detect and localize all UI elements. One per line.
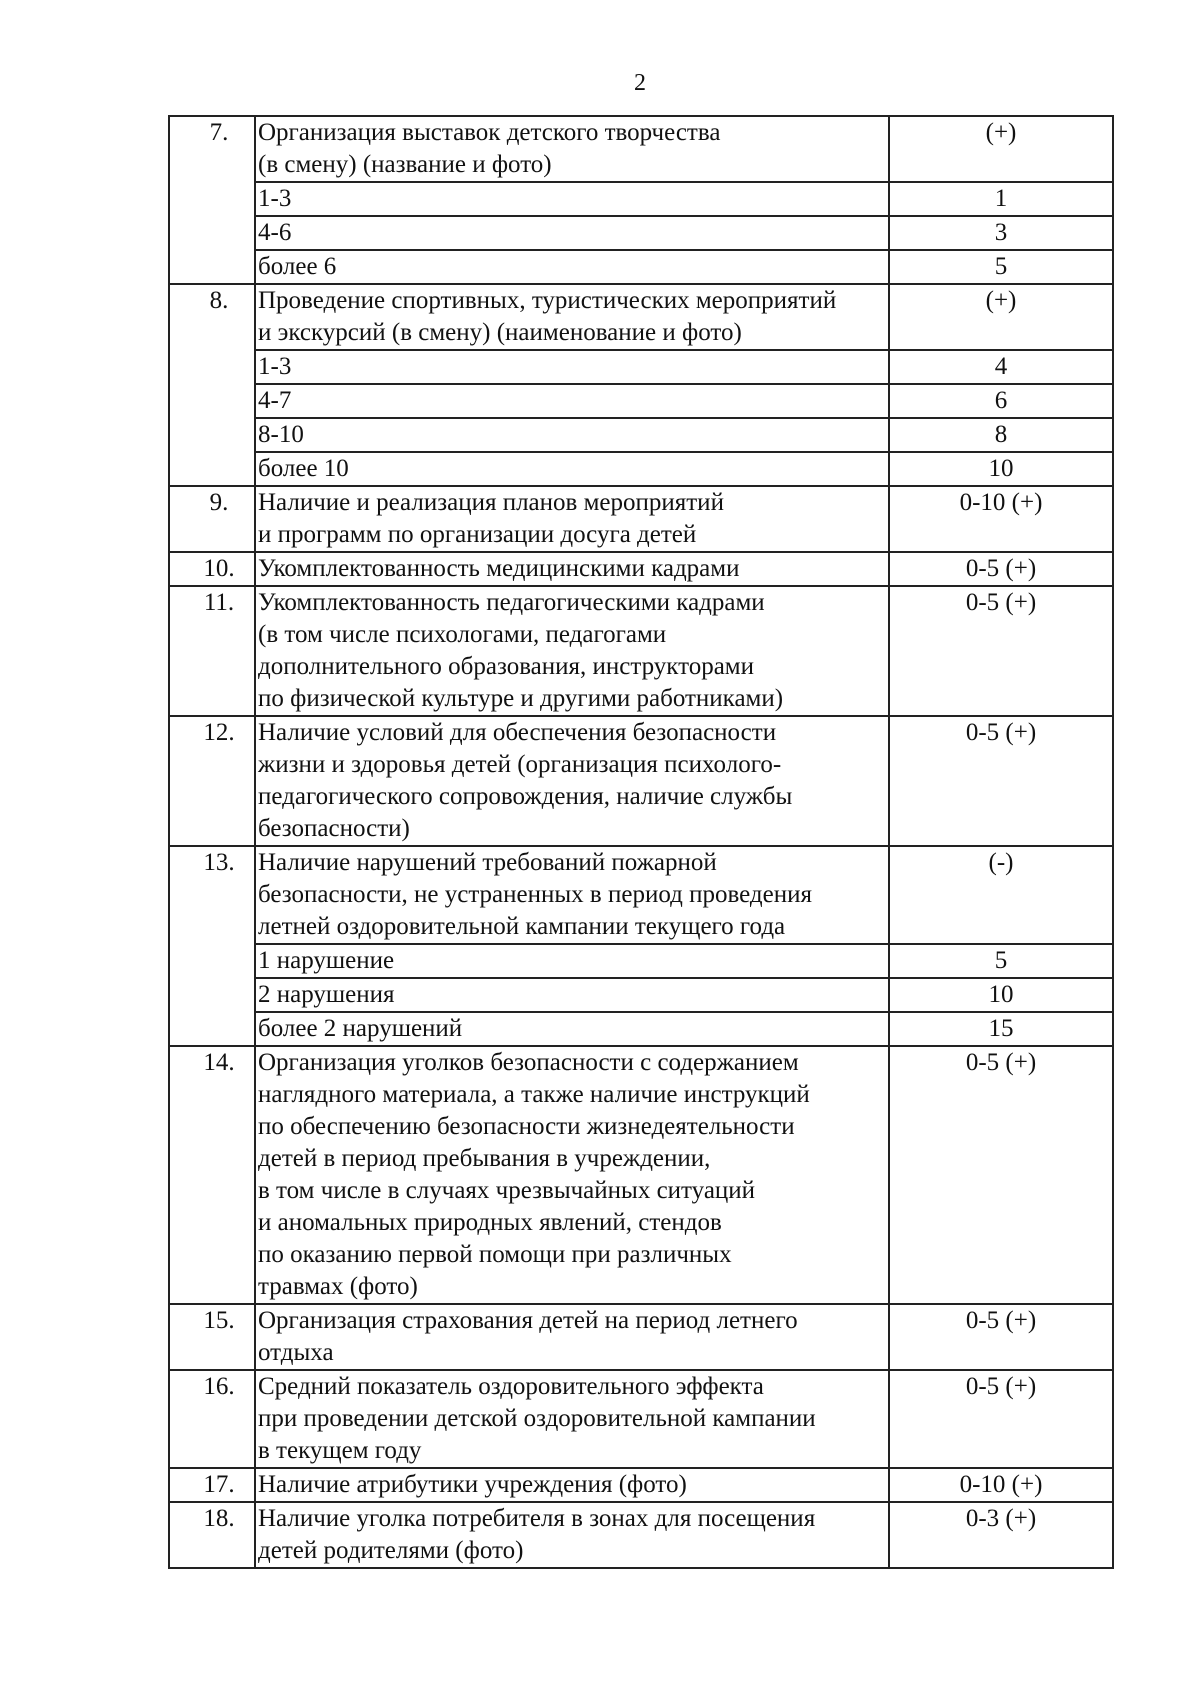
row-number-text: 15.	[203, 1307, 235, 1334]
criterion-score: 0-5 (+)	[889, 552, 1113, 586]
row-number-text: 7.	[209, 119, 229, 146]
row-number-text: 16.	[203, 1373, 235, 1400]
sub-criterion-label: 2 нарушения	[255, 978, 889, 1012]
criterion-score: 0-5 (+)	[889, 1304, 1113, 1370]
criterion-score: (+)	[889, 284, 1113, 350]
row-number-text: 14.	[203, 1049, 235, 1076]
sub-criterion-label: 1 нарушение	[255, 944, 889, 978]
sub-criterion-row	[169, 182, 1113, 216]
criterion-text: Проведение спортивных, туристических мероприятий и экскурсий (в смену) (наименование и фото)	[255, 284, 889, 350]
sub-criterion-row	[169, 1012, 1113, 1046]
row-number	[169, 1370, 255, 1468]
sub-criterion-score: 5	[889, 250, 1113, 284]
criterion-score: 0-10 (+)	[889, 1468, 1113, 1502]
row-number-text: 8.	[209, 287, 229, 314]
row-number-text: 11.	[203, 589, 235, 616]
row-number-text: 10.	[203, 555, 235, 582]
criterion-row	[169, 586, 1113, 716]
sub-criterion-label: 8-10	[255, 418, 889, 452]
criterion-score: 0-5 (+)	[889, 1046, 1113, 1304]
sub-criterion-row	[169, 250, 1113, 284]
criterion-text: Укомплектованность педагогическими кадрами (в том числе психологами, педагогами дополнительного образования, инструкторами по физической культуре и другими работниками)	[255, 586, 889, 716]
sub-criterion-row	[169, 384, 1113, 418]
row-number-text: 17.	[203, 1471, 235, 1498]
sub-criterion-label: более 10	[255, 452, 889, 486]
criterion-score: 0-5 (+)	[889, 1370, 1113, 1468]
row-number	[169, 284, 255, 486]
page-number: 2	[634, 70, 646, 96]
row-number	[169, 552, 255, 586]
criterion-score: (+)	[889, 116, 1113, 182]
criteria-table	[168, 115, 1114, 1569]
row-number-text: 13.	[203, 849, 235, 876]
row-number	[169, 1046, 255, 1304]
criterion-text: Наличие условий для обеспечения безопасности жизни и здоровья детей (организация психолого- педагогического сопровождения, наличие службы безопасности)	[255, 716, 889, 846]
row-number	[169, 1468, 255, 1502]
criterion-row	[169, 716, 1113, 846]
criterion-text: Наличие и реализация планов мероприятий и программ по организации досуга детей	[255, 486, 889, 552]
criterion-score: 0-3 (+)	[889, 1502, 1113, 1568]
row-number-text: 18.	[203, 1505, 235, 1532]
criterion-row	[169, 1502, 1113, 1568]
row-number	[169, 846, 255, 1046]
sub-criterion-score: 6	[889, 384, 1113, 418]
sub-criterion-label: более 2 нарушений	[255, 1012, 889, 1046]
sub-criterion-row	[169, 418, 1113, 452]
sub-criterion-row	[169, 350, 1113, 384]
criterion-text: Наличие уголка потребителя в зонах для посещения детей родителями (фото)	[255, 1502, 889, 1568]
sub-criterion-score: 4	[889, 350, 1113, 384]
criterion-text: Наличие нарушений требований пожарной безопасности, не устраненных в период проведения летней оздоровительной кампании текущего года	[255, 846, 889, 944]
row-number-text: 9.	[209, 489, 229, 516]
criterion-row	[169, 1468, 1113, 1502]
criterion-score: (-)	[889, 846, 1113, 944]
criterion-row	[169, 552, 1113, 586]
criteria-table-body	[169, 116, 1113, 1568]
sub-criterion-label: 4-7	[255, 384, 889, 418]
criterion-row	[169, 486, 1113, 552]
criterion-row	[169, 284, 1113, 350]
row-number-text: 12.	[203, 719, 235, 746]
criterion-text: Средний показатель оздоровительного эффекта при проведении детской оздоровительной кампании в текущем году	[255, 1370, 889, 1468]
criterion-text: Наличие атрибутики учреждения (фото)	[255, 1468, 889, 1502]
criterion-score: 0-5 (+)	[889, 586, 1113, 716]
sub-criterion-score: 15	[889, 1012, 1113, 1046]
criterion-row	[169, 846, 1113, 944]
sub-criterion-score: 10	[889, 452, 1113, 486]
sub-criterion-label: более 6	[255, 250, 889, 284]
criterion-text: Организация страхования детей на период летнего отдыха	[255, 1304, 889, 1370]
sub-criterion-score: 10	[889, 978, 1113, 1012]
row-number	[169, 1304, 255, 1370]
sub-criterion-score: 1	[889, 182, 1113, 216]
sub-criterion-row	[169, 978, 1113, 1012]
row-number	[169, 716, 255, 846]
sub-criterion-label: 1-3	[255, 350, 889, 384]
criterion-text: Организация уголков безопасности с содержанием наглядного материала, а также наличие инструкций по обеспечению безопасности жизнедеятельности детей в период пребывания в учреждении, в том числе в случаях чрезвычайных ситуаций и аномальных природных явлений, стендов по оказанию первой помощи при различных травмах (фото)	[255, 1046, 889, 1304]
criterion-text: Укомплектованность медицинскими кадрами	[255, 552, 889, 586]
sub-criterion-score: 5	[889, 944, 1113, 978]
criterion-row	[169, 1370, 1113, 1468]
criterion-row	[169, 1304, 1113, 1370]
sub-criterion-row	[169, 452, 1113, 486]
row-number	[169, 1502, 255, 1568]
sub-criterion-score: 3	[889, 216, 1113, 250]
criterion-text: Организация выставок детского творчества (в смену) (название и фото)	[255, 116, 889, 182]
sub-criterion-label: 4-6	[255, 216, 889, 250]
row-number	[169, 116, 255, 284]
sub-criterion-row	[169, 944, 1113, 978]
row-number	[169, 586, 255, 716]
criterion-score: 0-5 (+)	[889, 716, 1113, 846]
criterion-row	[169, 1046, 1113, 1304]
criterion-row	[169, 116, 1113, 182]
sub-criterion-label: 1-3	[255, 182, 889, 216]
sub-criterion-score: 8	[889, 418, 1113, 452]
criterion-score: 0-10 (+)	[889, 486, 1113, 552]
sub-criterion-row	[169, 216, 1113, 250]
row-number	[169, 486, 255, 552]
